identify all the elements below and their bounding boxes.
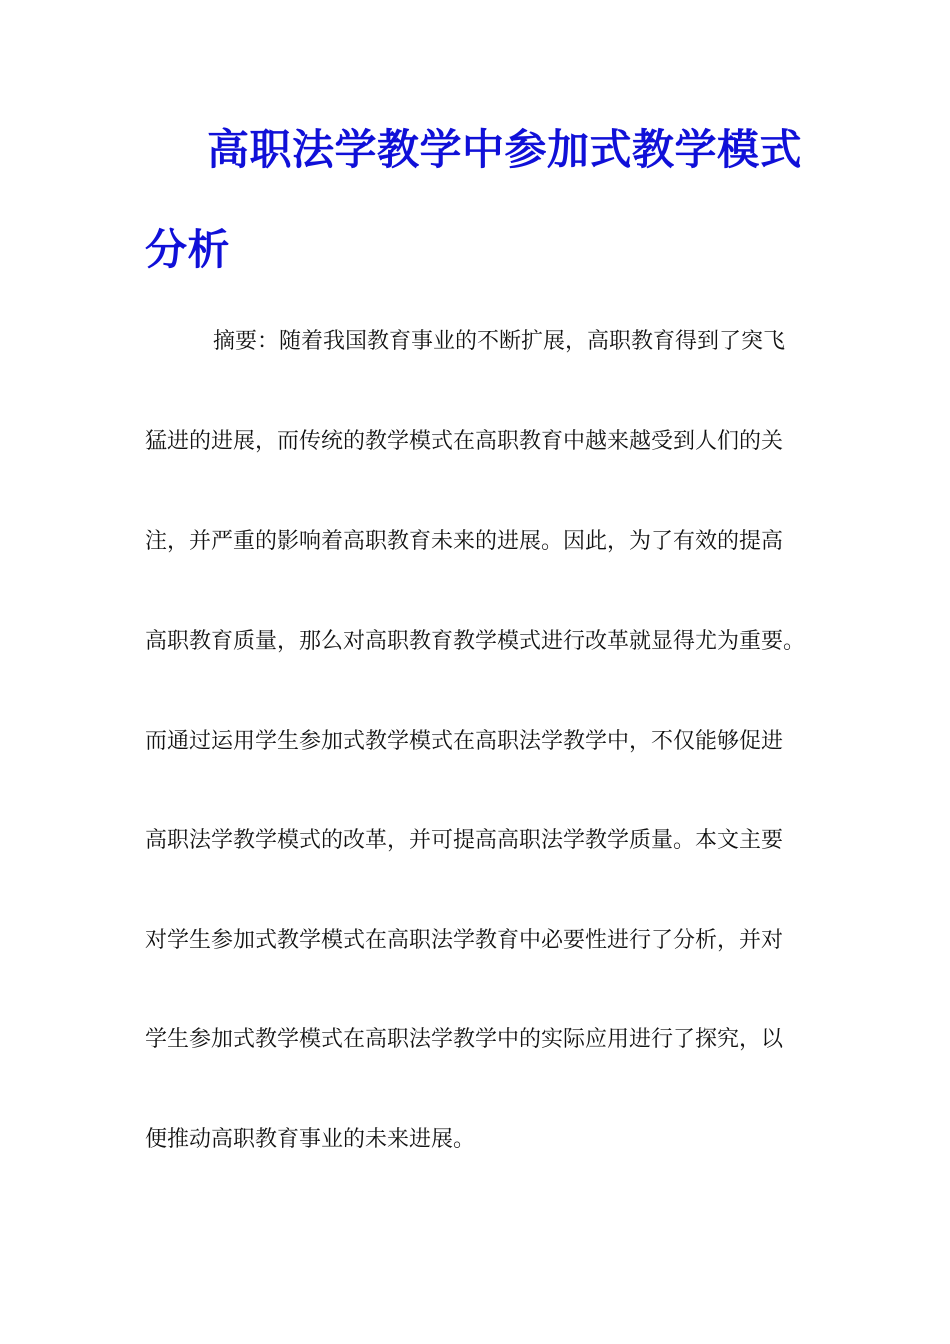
document-title-line-1: 高职法学教学中参加式教学模式	[207, 125, 803, 174]
abstract-line-6: 高职法学教学模式的改革，并可提高高职法学教学质量。本文主要	[145, 828, 784, 853]
abstract-line-3: 注，并严重的影响着高职教育未来的进展。因此，为了有效的提高	[145, 529, 784, 554]
abstract-line-2: 猛进的进展，而传统的教学模式在高职教育中越来越受到人们的关	[145, 429, 784, 454]
abstract-line-8: 学生参加式教学模式在高职法学教学中的实际应用进行了探究，以	[145, 1027, 784, 1052]
abstract-line-4: 高职教育质量，那么对高职教育教学模式进行改革就显得尤为重要。	[145, 629, 806, 654]
abstract-line-1: 摘要：随着我国教育事业的不断扩展，高职教育得到了突飞	[213, 329, 786, 354]
abstract-line-7: 对学生参加式教学模式在高职法学教育中必要性进行了分析，并对	[145, 928, 784, 953]
document-title-line-2: 分析	[145, 225, 231, 274]
abstract-line-5: 而通过运用学生参加式教学模式在高职法学教学中，不仅能够促进	[145, 729, 784, 754]
abstract-line-9: 便推动高职教育事业的未来进展。	[145, 1127, 476, 1152]
